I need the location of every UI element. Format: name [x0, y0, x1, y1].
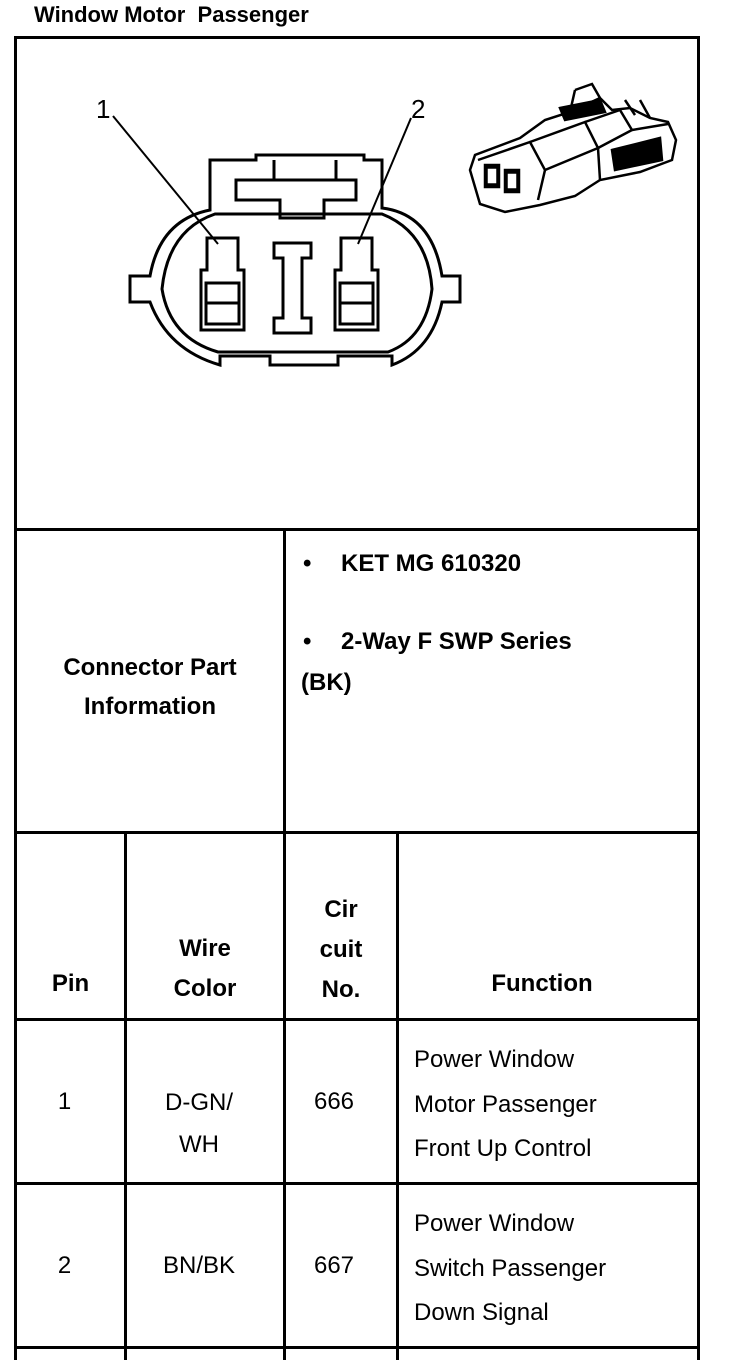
row-1-wire-color-line-1: D-GN/: [165, 1089, 233, 1116]
header-pin: Pin: [51, 970, 90, 997]
row-2-function: [414, 1202, 606, 1336]
row-2-pin: 2: [57, 1252, 72, 1279]
header-circuit-line-1: Cir: [324, 896, 358, 923]
row-1-function-line-1: Power Window: [414, 1046, 575, 1073]
row-2-wire-color: [127, 1252, 271, 1280]
row-1-function-line-3: Front Up Control: [414, 1135, 592, 1162]
divider-connector-info: [14, 831, 700, 834]
row-1-function: [414, 1038, 597, 1172]
pin-label-1: 1: [96, 94, 111, 124]
divider-circuit-col: [396, 831, 399, 1360]
row-1-pin: 1: [57, 1088, 72, 1115]
row-2-circuit: 667: [313, 1252, 355, 1279]
row-1-wire-color: [127, 1082, 271, 1166]
header-wire-color-line-1: Wire: [179, 935, 231, 962]
row-2-wire-color-line-1: BN/BK: [162, 1252, 236, 1279]
divider-row-1: [14, 1182, 700, 1185]
header-circuit-line-2: cuit: [319, 936, 363, 963]
connector-face-diagram: [0, 0, 736, 528]
divider-table-header: [14, 1018, 700, 1021]
header-wire-color-line-2: Color: [173, 975, 237, 1002]
divider-diagram: [14, 528, 700, 531]
connector-series: 2-Way F SWP Series: [341, 628, 572, 655]
row-2-function-line-1: Power Window: [414, 1210, 575, 1237]
row-1-function-line-2: Motor Passenger: [414, 1090, 597, 1118]
header-circuit: [286, 890, 396, 1010]
row-1-wire-color-line-2: WH: [179, 1131, 219, 1158]
connector-info-label-line-2: Information: [84, 693, 216, 720]
row-1-circuit: 666: [313, 1088, 355, 1115]
row-2-function-line-3: Down Signal: [414, 1299, 549, 1326]
divider-row-2: [14, 1346, 700, 1349]
connector-info-label-line-1: Connector Part: [63, 654, 237, 681]
connector-color: (BK): [301, 669, 352, 696]
header-function: Function: [491, 970, 593, 997]
connector-bullet-1: •: [303, 550, 312, 577]
page-title: Window Motor Passenger: [34, 2, 309, 27]
connector-part-number: KET MG 610320: [341, 550, 522, 577]
pin-label-2: 2: [411, 94, 426, 124]
header-circuit-line-3: No.: [321, 976, 361, 1003]
connector-info-label: [17, 648, 283, 726]
row-2-function-line-2: Switch Passenger: [414, 1254, 607, 1282]
header-wire-color: [127, 929, 283, 1009]
connector-bullet-2: •: [303, 628, 312, 655]
